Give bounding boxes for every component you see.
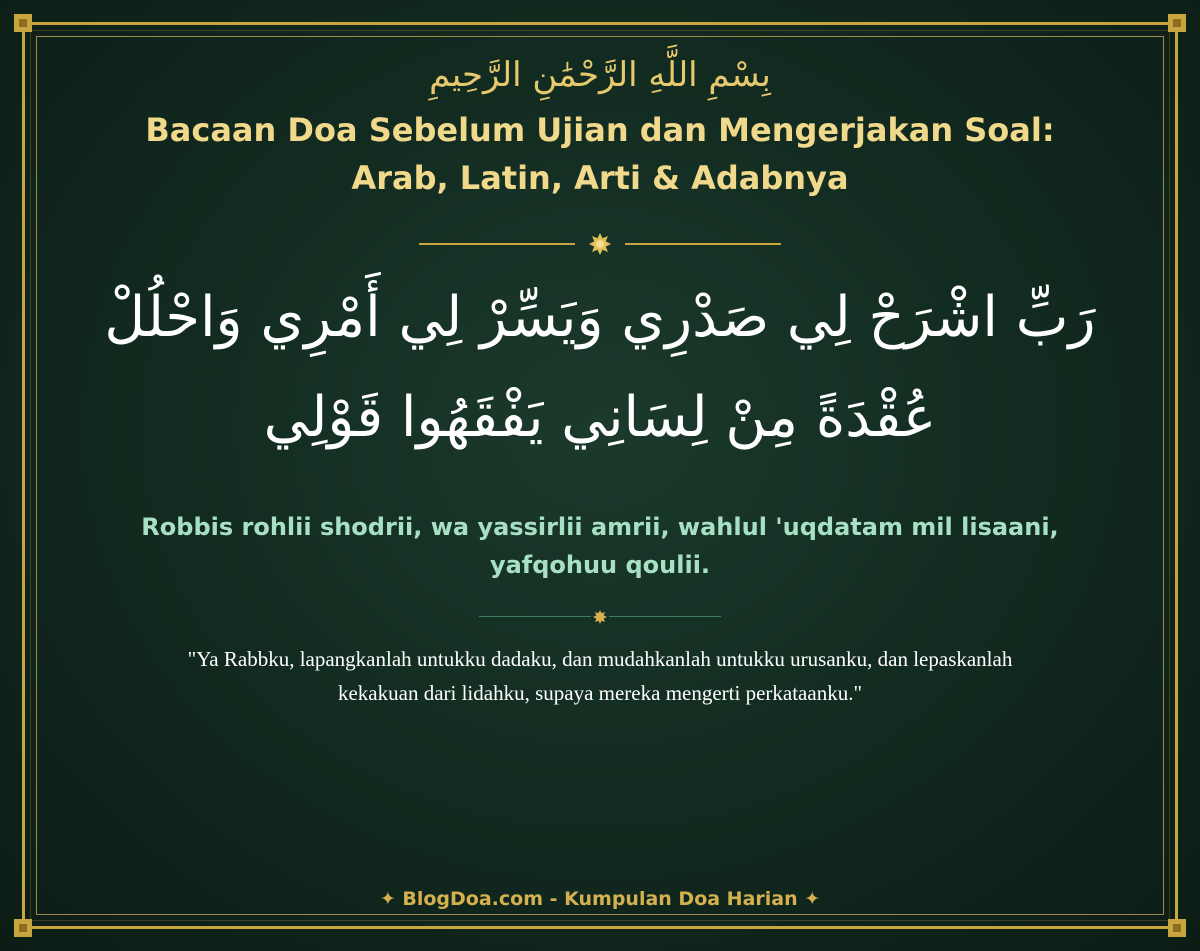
corner-ornament-bottom-right [1168,919,1186,937]
latin-transliteration [60,508,1140,584]
ornament-divider-top [60,232,1140,256]
star-ornament-icon [589,233,611,255]
title-line-2: Arab, Latin, Arti & Adabnya [351,159,849,197]
arabic-prayer-text [60,268,1140,468]
page-title [60,106,1140,202]
translation-meaning [60,642,1140,710]
latin-line-1: Robbis rohlii shodrii, wa yassirlii amrii, wahlul 'uqdatam mil lisaani, [141,513,1059,541]
corner-ornament-top-left [14,14,32,32]
divider-line-left [419,243,575,245]
ornament-divider-bottom [60,606,1140,626]
arabic-line-1: رَبِّ اشْرَحْ لِي صَدْرِي وَيَسِّرْ لِي أَمْرِي وَاحْلُلْ [104,285,1096,350]
latin-line-2: yafqohuu qoulii. [489,551,711,579]
bismillah: بِسْمِ اللَّهِ الرَّحْمَٰنِ الرَّحِيمِ [429,55,771,95]
main-content [60,50,1140,710]
star-ornament-icon [593,609,607,623]
meaning-line-2: kekakuan dari lidahku, supaya mereka mengerti perkataanku." [337,681,863,705]
corner-ornament-top-right [1168,14,1186,32]
meaning-line-1: "Ya Rabbku, lapangkanlah untukku dadaku, dan mudahkanlah untukku urusanku, dan lepaskanlah [187,647,1013,671]
arabic-line-2: عُقْدَةً مِنْ لِسَانِي يَفْقَهُوا قَوْلِي [263,385,937,450]
corner-ornament-bottom-left [14,919,32,937]
divider-line-right [625,243,781,245]
divider-line-left [479,616,591,617]
footer-credit: ✦ BlogDoa.com - Kumpulan Doa Harian ✦ [379,888,821,910]
divider-line-right [609,616,721,617]
title-line-1: Bacaan Doa Sebelum Ujian dan Mengerjakan Soal: [145,111,1055,149]
